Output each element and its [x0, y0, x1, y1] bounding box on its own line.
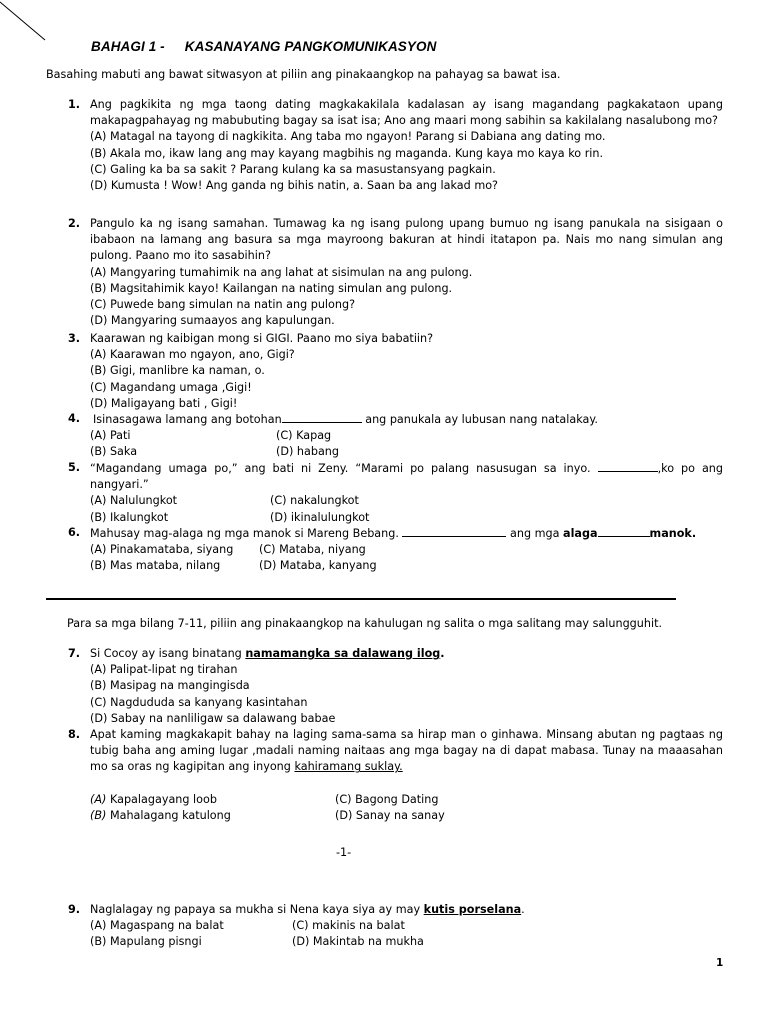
options-grid: [90, 918, 723, 950]
stem-text-after: ang panukala ay lubusan nang natalakay.: [361, 413, 598, 426]
option-b: (B) Mas mataba, nilang: [90, 559, 221, 573]
section-part-label: BAHAGI 1 -: [91, 39, 165, 54]
option-c: (C) Kapag: [276, 429, 332, 443]
option-c: (C) makinis na balat: [292, 919, 405, 933]
option-d: (D) Mangyaring sumaayos ang kapulungan.: [90, 314, 335, 328]
option-d: (D) Kumusta ! Wow! Ang ganda ng bihis natin, a. Saan ba ang lakad mo?: [90, 179, 498, 193]
question-stem: [90, 727, 723, 776]
stem-bold-word-1: alaga: [563, 527, 598, 540]
question-5: [68, 460, 723, 526]
option-d: (D) ikinalulungkot: [270, 510, 370, 524]
option-b: (B) Masipag na mangingisda: [90, 679, 250, 693]
question-4: [68, 411, 723, 461]
options-grid: [90, 428, 723, 460]
option-d: (D) Sanay na sanay: [335, 808, 445, 822]
option-d: (D) Makintab na mukha: [292, 935, 424, 949]
section-title-text: KASANAYANG PANGKOMUNIKASYON: [184, 39, 437, 54]
instructions-part1: Basahing mabuti ang bawat sitwasyon at piliin ang pinakaangkop na pahayag sa bawat isa.: [46, 68, 561, 81]
option-a: (A) Nalulungkot: [90, 494, 178, 508]
answer-blank-2: [598, 525, 650, 537]
option-letter: (B): [90, 808, 107, 822]
stem-text-before: Si Cocoy ay isang binatang: [90, 647, 246, 660]
question-number: 4.: [68, 412, 81, 425]
corner-fold-line: [0, 0, 48, 42]
question-stem: [90, 525, 723, 542]
answer-blank: [282, 411, 362, 423]
question-stem: [90, 646, 723, 662]
stem-text-before: Apat kaming magkakapit bahay na laging sama-sama sa hirap man o ginhawa. Minsang abutan ng pagtaas ng tubig baha ang aming lugar ,madali naming naitaas ang mga bagay na di dapat mabasa. Tunay na maaasahan mo sa oras ng kagipitan ang inyong: [90, 728, 723, 774]
options-grid: [90, 493, 723, 525]
question-number: 6.: [68, 526, 81, 539]
option-c: (C) Puwede bang simulan na natin ang pulong?: [90, 298, 356, 312]
option-b: (B) Magsitahimik kayo! Kailangan na nating simulan ang pulong.: [90, 281, 453, 295]
option-d: (D) habang: [276, 445, 339, 459]
question-3: [68, 331, 723, 412]
option-c: (C) nakalungkot: [270, 494, 359, 508]
stem-text-before: “Magandang umaga po,” ang bati ni Zeny. “Marami po palang nasusugan sa inyo.: [90, 462, 598, 475]
question-number: 1.: [68, 98, 81, 111]
question-stem: Ang pagkikita ng mga taong dating magkakakilala kadalasan ay isang magandang pagkakataon upang makapagpahayag ng mabubuting bagay sa isat isa; Ano ang maari mong sabihin sa kakilalang nasalubong mo?: [90, 98, 723, 128]
option-a: [90, 792, 335, 808]
question-number: 5.: [68, 461, 81, 474]
option-d: (D) Mataba, kanyang: [259, 559, 377, 573]
option-c: (C) Mataba, niyang: [259, 543, 366, 557]
question-6: [68, 525, 723, 575]
option-a: (A) Pinakamataba, siyang: [90, 543, 234, 557]
stem-text-before: Naglalagay ng papaya sa mukha si Nena kaya siya ay may: [90, 903, 424, 916]
option-b: (B) Akala mo, ikaw lang ang may kayang magbihis ng maganda. Kung kaya mo kaya ko rin.: [90, 146, 604, 160]
question-2: [68, 216, 723, 329]
question-7: [68, 646, 723, 727]
underlined-phrase: kahiramang suklay.: [294, 760, 403, 774]
stem-text-middle: ang mga: [506, 527, 564, 540]
page-marker: -1-: [336, 846, 352, 859]
option-a: (A) Mangyaring tumahimik na ang lahat at sisimulan na ang pulong.: [90, 265, 473, 279]
option-a: (A) Matagal na tayong di nagkikita. Ang taba mo ngayon! Parang si Dabiana ang dating mo.: [90, 130, 606, 144]
question-number: 7.: [68, 647, 81, 660]
option-c: (C) Galing ka ba sa sakit ? Parang kulang ka sa masustansyang pagkain.: [90, 162, 496, 176]
question-stem: Pangulo ka ng isang samahan. Tumawag ka ng isang pulong upang bumuo ng isang panukala na sisigaan o ibabaon na lamang ang basura sa mga mayroong bakuran at hindi itatapon pa. Nais mo nang simulan ang pulong. Paano mo ito sasabihin?: [90, 217, 723, 263]
option-b: (B) Saka: [90, 445, 138, 459]
option-d: (D) Sabay na nanliligaw sa dalawang babae: [90, 711, 336, 725]
stem-text-before: Isinasagawa lamang ang botohan: [93, 413, 282, 426]
question-number: 9.: [68, 903, 81, 916]
stem-text-before: Mahusay mag-alaga ng mga manok si Mareng Bebang.: [90, 527, 403, 540]
option-text: Mahalagang katulong: [106, 808, 231, 822]
question-1: [68, 97, 723, 194]
question-stem: Kaarawan ng kaibigan mong si GIGI. Paano mo siya babatiin?: [90, 332, 434, 345]
option-b: (B) Ikalungkot: [90, 510, 169, 524]
question-number: 3.: [68, 332, 81, 345]
options-grid: [90, 542, 723, 574]
option-b: (B) Gigi, manlibre ka naman, o.: [90, 364, 265, 378]
option-c: (C) Bagong Dating: [335, 792, 439, 806]
options-grid: [90, 792, 723, 824]
stem-text-after: ,ko po ang nangyari.”: [90, 462, 723, 492]
option-c: (C) Magandang umaga ,Gigi!: [90, 380, 252, 394]
answer-blank-1: [402, 525, 506, 537]
underlined-phrase: namamangka sa dalawang ilog: [245, 647, 441, 660]
question-8: [68, 727, 723, 824]
underlined-phrase: kutis porselana: [423, 903, 522, 916]
stem-bold-word-2: manok.: [649, 527, 697, 540]
question-stem: [90, 460, 723, 493]
stem-text-after: .: [440, 647, 445, 660]
option-d: (D) Maligayang bati , Gigi!: [90, 396, 238, 410]
option-a: (A) Palipat-lipat ng tirahan: [90, 663, 238, 677]
question-stem: [93, 411, 723, 428]
option-letter: (A): [90, 792, 107, 806]
option-b: (B) Mapulang pisngi: [90, 935, 202, 949]
question-stem: [90, 902, 723, 918]
question-number: 8.: [68, 728, 81, 741]
option-a: (A) Magaspang na balat: [90, 919, 224, 933]
option-b: [90, 808, 335, 824]
stem-text-after: .: [521, 903, 525, 916]
option-text: Kapalagayang loob: [106, 792, 217, 806]
section-divider: [46, 598, 676, 600]
option-a: (A) Pati: [90, 429, 131, 443]
question-number: 2.: [68, 217, 81, 230]
option-c: (C) Nagdududa sa kanyang kasintahan: [90, 695, 308, 709]
section-title: [91, 39, 436, 54]
answer-blank: [598, 460, 658, 472]
question-9: [68, 902, 723, 951]
page-number: 1: [716, 957, 724, 969]
option-a: (A) Kaarawan mo ngayon, ano, Gigi?: [90, 348, 295, 362]
instructions-part2: Para sa mga bilang 7-11, piliin ang pinakaangkop na kahulugan ng salita o mga salitang may salungguhit.: [67, 617, 663, 630]
